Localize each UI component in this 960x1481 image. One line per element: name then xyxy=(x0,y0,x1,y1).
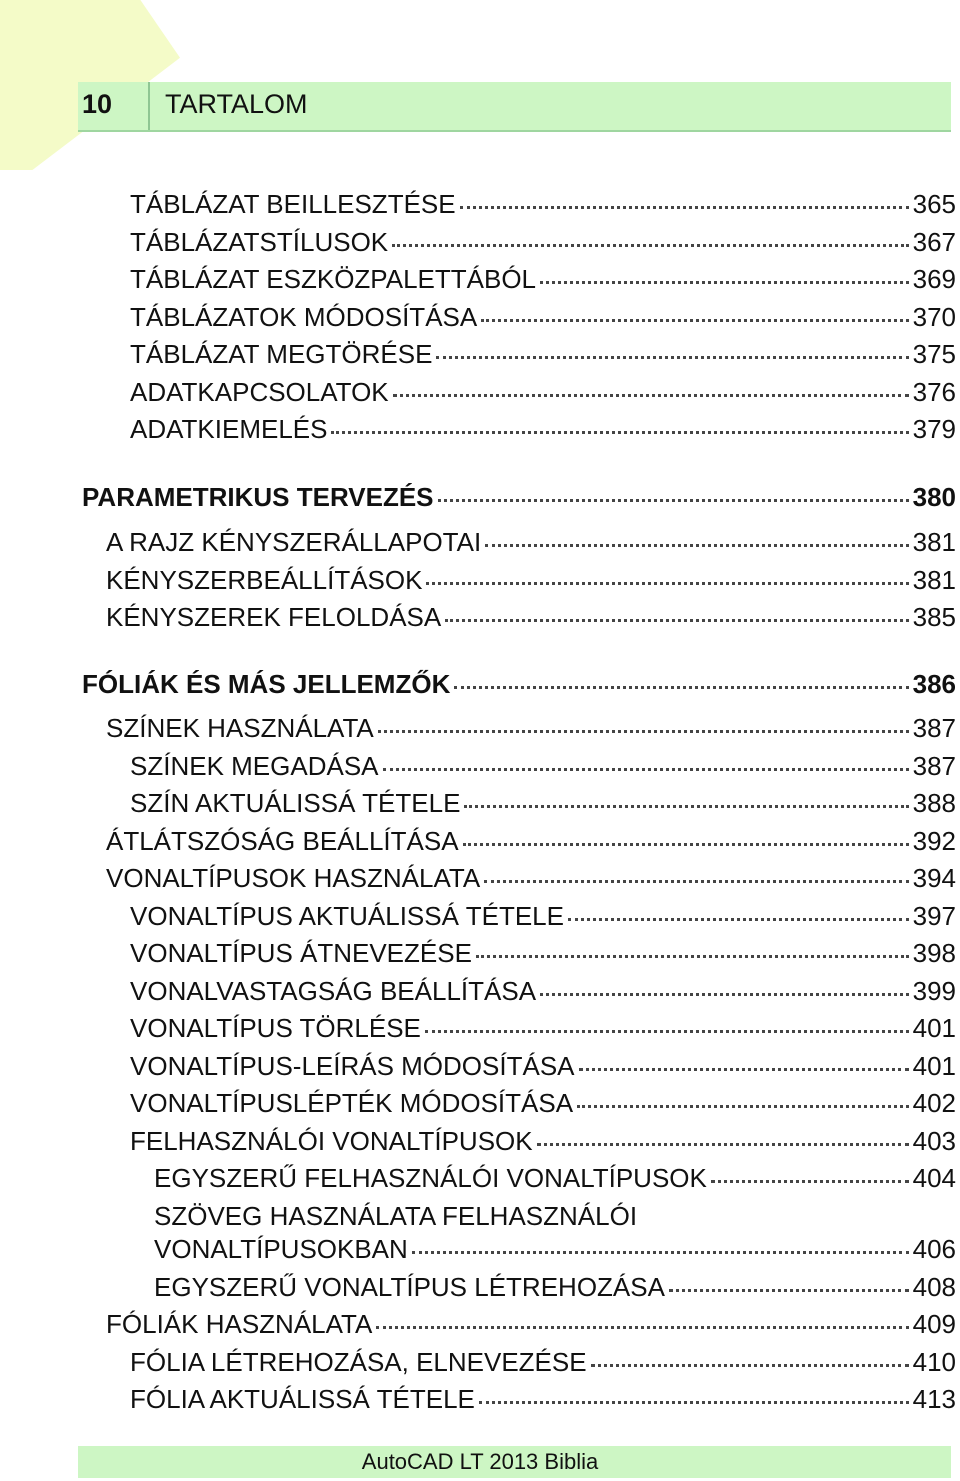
toc-entry[interactable] xyxy=(106,862,956,894)
toc-entry-title: TÁBLÁZATOK MÓDOSÍTÁSA xyxy=(130,302,478,332)
toc-entry-title: TÁBLÁZATSTÍLUSOK xyxy=(130,227,389,257)
toc-entry-page: 402 xyxy=(912,1088,956,1118)
toc-entry-title: SZÍNEK MEGADÁSA xyxy=(130,751,379,781)
toc-entry[interactable] xyxy=(106,526,956,558)
header-divider xyxy=(148,82,150,130)
toc-leader-dots xyxy=(460,186,909,209)
toc-leader-dots xyxy=(376,1306,908,1329)
toc-entry-page: 386 xyxy=(912,669,956,699)
toc-entry[interactable] xyxy=(130,413,956,445)
toc-chapter-entry[interactable] xyxy=(82,668,956,700)
toc-entry-title: VONALTÍPUSOKBAN xyxy=(154,1234,408,1264)
toc-entry[interactable] xyxy=(130,900,956,932)
toc-leader-dots xyxy=(711,1160,909,1183)
toc-entry[interactable] xyxy=(130,226,956,258)
toc-leader-dots xyxy=(485,524,908,547)
toc-leader-dots xyxy=(540,261,909,284)
toc-entry-title: VONALTÍPUS-LEÍRÁS MÓDOSÍTÁSA xyxy=(130,1051,575,1081)
toc-entry-title: PARAMETRIKUS TERVEZÉS xyxy=(82,482,434,512)
section-title: TARTALOM xyxy=(165,89,308,119)
toc-entry[interactable] xyxy=(106,601,956,633)
toc-entry-page: 399 xyxy=(912,976,956,1006)
footer-book-title: AutoCAD LT 2013 Biblia xyxy=(361,1449,599,1474)
toc-entry[interactable] xyxy=(130,376,956,408)
toc-entry-title: ÁTLÁTSZÓSÁG BEÁLLÍTÁSA xyxy=(106,826,459,856)
toc-entry-page: 398 xyxy=(912,938,956,968)
toc-entry-title: A RAJZ KÉNYSZERÁLLAPOTAI xyxy=(106,527,482,557)
toc-leader-dots xyxy=(378,710,909,733)
toc-entry-page: 379 xyxy=(912,414,956,444)
toc-entry[interactable] xyxy=(154,1162,956,1194)
toc-leader-dots xyxy=(484,860,908,883)
toc-entry-page: 410 xyxy=(912,1347,956,1377)
toc-entry[interactable] xyxy=(154,1271,956,1303)
toc-leader-dots xyxy=(464,785,908,808)
toc-entry-title: ADATKAPCSOLATOK xyxy=(130,377,389,407)
toc-leader-dots xyxy=(579,1048,909,1071)
toc-leader-dots xyxy=(412,1231,909,1254)
toc-entry-title: SZÍNEK HASZNÁLATA xyxy=(106,713,374,743)
toc-leader-dots xyxy=(393,374,909,397)
toc-entry[interactable] xyxy=(130,1050,956,1082)
toc-entry[interactable] xyxy=(130,975,956,1007)
toc-leader-dots xyxy=(537,1123,909,1146)
toc-leader-dots xyxy=(479,1381,909,1404)
toc-entry[interactable] xyxy=(130,750,956,782)
toc-entry[interactable] xyxy=(130,338,956,370)
toc-entry-page: 408 xyxy=(912,1272,956,1302)
toc-entry-page: 385 xyxy=(912,602,956,632)
toc-leader-dots xyxy=(425,1010,909,1033)
toc-entry-title: FÓLIA LÉTREHOZÁSA, ELNEVEZÉSE xyxy=(130,1347,587,1377)
toc-leader-dots xyxy=(577,1085,909,1108)
toc-entry-title: TÁBLÁZAT BEILLESZTÉSE xyxy=(130,189,456,219)
toc-leader-dots xyxy=(426,562,908,585)
toc-entry-title: EGYSZERŰ FELHASZNÁLÓI VONALTÍPUSOK xyxy=(154,1163,707,1193)
toc-entry-page: 406 xyxy=(912,1234,956,1264)
toc-leader-dots xyxy=(392,224,908,247)
toc-entry-title: FÓLIA AKTUÁLISSÁ TÉTELE xyxy=(130,1384,475,1414)
toc-entry-title: EGYSZERŰ VONALTÍPUS LÉTREHOZÁSA xyxy=(154,1272,665,1302)
toc-leader-dots xyxy=(481,299,908,322)
toc-entry[interactable] xyxy=(130,1125,956,1157)
toc-entry[interactable] xyxy=(106,825,956,857)
toc-entry[interactable] xyxy=(106,564,956,596)
toc-entry-title: FÓLIÁK ÉS MÁS JELLEMZŐK xyxy=(82,669,451,699)
toc-entry-title: VONALVASTAGSÁG BEÁLLÍTÁSA xyxy=(130,976,537,1006)
toc-entry-page: 409 xyxy=(912,1309,956,1339)
toc-entry-title: KÉNYSZEREK FELOLDÁSA xyxy=(106,602,442,632)
toc-entry-title: FÓLIÁK HASZNÁLATA xyxy=(106,1309,373,1339)
toc-entry-page: 392 xyxy=(912,826,956,856)
toc-entry[interactable] xyxy=(130,1087,956,1119)
toc-entry-page: 367 xyxy=(912,227,956,257)
toc-chapter-entry[interactable] xyxy=(82,481,956,513)
toc-leader-dots xyxy=(568,898,909,921)
toc-leader-dots xyxy=(383,748,909,771)
toc-entry-page: 365 xyxy=(912,189,956,219)
toc-entry[interactable] xyxy=(130,1383,956,1415)
toc-leader-dots xyxy=(476,935,909,958)
toc-entry-page: 394 xyxy=(912,863,956,893)
page-number: 10 xyxy=(82,89,113,119)
toc-entry-page: 401 xyxy=(912,1051,956,1081)
toc-entry-title: VONALTÍPUS AKTUÁLISSÁ TÉTELE xyxy=(130,901,564,931)
toc-entry-title: ADATKIEMELÉS xyxy=(130,414,328,444)
toc-entry-page: 380 xyxy=(912,482,956,512)
toc-entry-page: 388 xyxy=(912,788,956,818)
toc-entry-page: 387 xyxy=(912,713,956,743)
toc-entry-title: VONALTÍPUS TÖRLÉSE xyxy=(130,1013,421,1043)
toc-entry-page: 370 xyxy=(912,302,956,332)
toc-entry-page: 381 xyxy=(912,565,956,595)
toc-entry[interactable] xyxy=(154,1233,956,1265)
toc-entry-title: TÁBLÁZAT ESZKÖZPALETTÁBÓL xyxy=(130,264,536,294)
toc-entry-title: TÁBLÁZAT MEGTÖRÉSE xyxy=(130,339,433,369)
toc-leader-dots xyxy=(331,411,908,434)
toc-entry-page: 397 xyxy=(912,901,956,931)
toc-entry-page: 381 xyxy=(912,527,956,557)
toc-entry[interactable] xyxy=(130,1012,956,1044)
toc-entry[interactable] xyxy=(106,712,956,744)
toc-leader-dots xyxy=(438,479,909,502)
toc-entry-title: VONALTÍPUSOK HASZNÁLATA xyxy=(106,863,481,893)
toc-entry-page: 376 xyxy=(912,377,956,407)
toc-entry[interactable] xyxy=(130,263,956,295)
toc-entry[interactable] xyxy=(130,937,956,969)
toc-leader-dots xyxy=(436,336,908,359)
toc-entry-page: 403 xyxy=(912,1126,956,1156)
toc-entry[interactable] xyxy=(130,188,956,220)
toc-leader-dots xyxy=(591,1344,909,1367)
toc-entry-title: VONALTÍPUSLÉPTÉK MÓDOSÍTÁSA xyxy=(130,1088,574,1118)
toc-entry-page: 401 xyxy=(912,1013,956,1043)
toc-entry[interactable] xyxy=(106,1308,956,1340)
toc-leader-dots xyxy=(454,666,908,689)
toc-leader-dots xyxy=(669,1269,909,1292)
toc-entry-page: 413 xyxy=(912,1384,956,1414)
toc-entry-title: FELHASZNÁLÓI VONALTÍPUSOK xyxy=(130,1126,533,1156)
toc-entry-title: KÉNYSZERBEÁLLÍTÁSOK xyxy=(106,565,423,595)
toc-entry-title-first-line[interactable]: SZÖVEG HASZNÁLATA FELHASZNÁLÓI xyxy=(154,1201,638,1231)
toc-entry-page: 369 xyxy=(912,264,956,294)
toc-leader-dots xyxy=(445,599,908,622)
toc-entry[interactable] xyxy=(130,301,956,333)
toc-entry-page: 404 xyxy=(912,1163,956,1193)
toc-entry-page: 375 xyxy=(912,339,956,369)
toc-entry[interactable] xyxy=(130,1346,956,1378)
toc-leader-dots xyxy=(463,823,909,846)
toc-entry[interactable] xyxy=(130,787,956,819)
toc-entry-title: SZÍN AKTUÁLISSÁ TÉTELE xyxy=(130,788,461,818)
toc-leader-dots xyxy=(540,973,909,996)
toc-entry-page: 387 xyxy=(912,751,956,781)
toc-entry-title: VONALTÍPUS ÁTNEVEZÉSE xyxy=(130,938,472,968)
